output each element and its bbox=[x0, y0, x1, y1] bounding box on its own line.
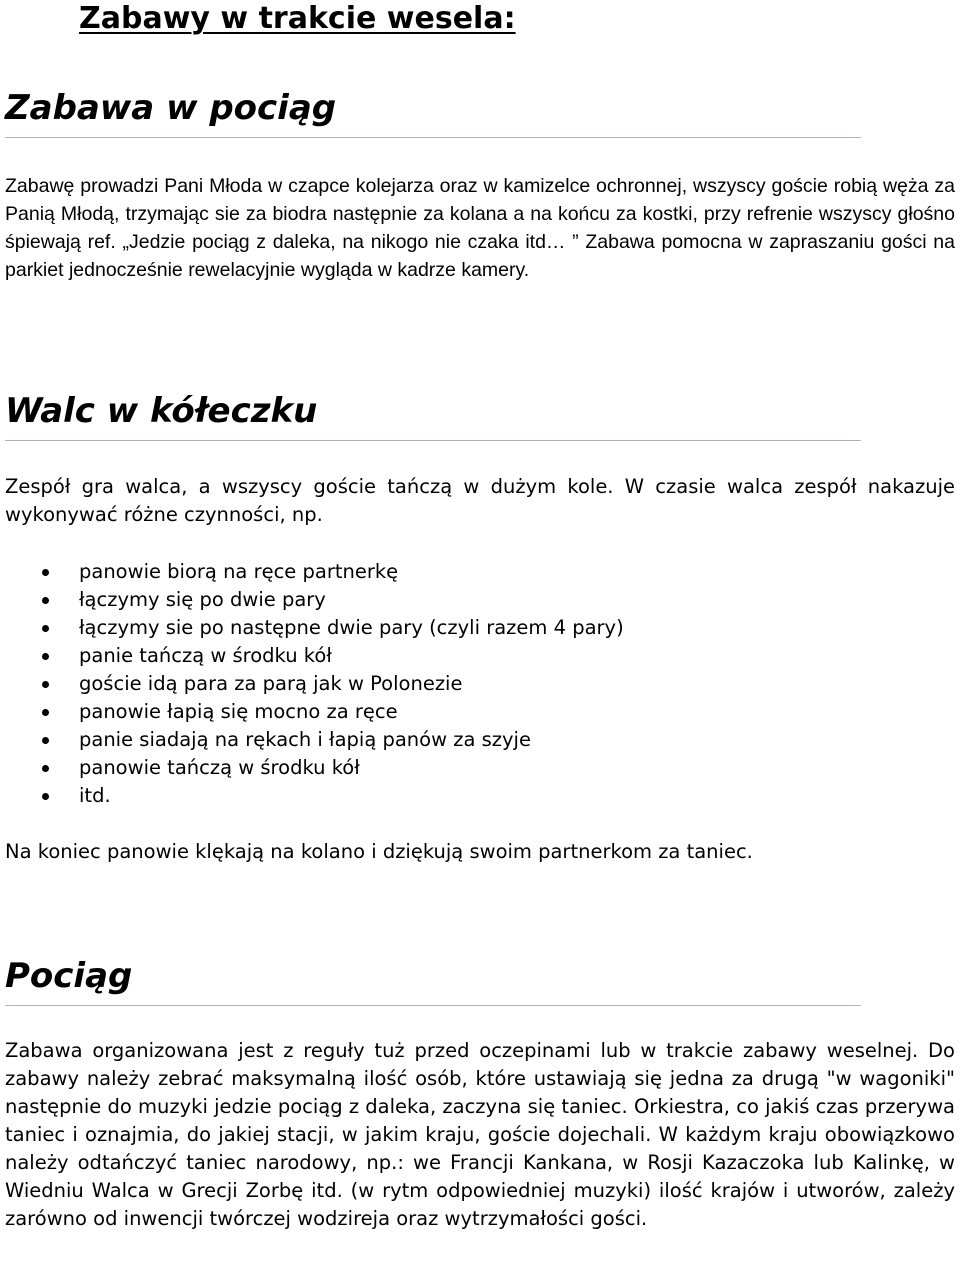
bullet-icon bbox=[42, 625, 49, 632]
bullet-icon bbox=[42, 765, 49, 772]
list-item-text: panowie łapią się mocno za ręce bbox=[79, 700, 398, 723]
section-heading-pociag: Pociąg bbox=[5, 956, 133, 996]
list-item-text: goście idą para za parą jak w Polonezie bbox=[79, 672, 463, 695]
list-item bbox=[40, 754, 624, 782]
list-item bbox=[40, 558, 624, 586]
list-item bbox=[40, 726, 624, 754]
bullet-icon bbox=[42, 597, 49, 604]
list-item-text: itd. bbox=[79, 784, 111, 807]
list-item bbox=[40, 698, 624, 726]
section-outro-walc-w-koleczku: Na koniec panowie klękają na kolano i dziękują swoim partnerkom za taniec. bbox=[5, 840, 753, 863]
bullet-icon bbox=[42, 569, 49, 576]
section-divider bbox=[5, 137, 861, 138]
list-item-text: panowie tańczą w środku kół bbox=[79, 756, 360, 779]
document-title: Zabawy w trakcie wesela: bbox=[79, 1, 516, 36]
list-item bbox=[40, 642, 624, 670]
section-heading-walc-w-koleczku: Walc w kółeczku bbox=[5, 391, 318, 431]
list-item-text: łączymy się po dwie pary bbox=[79, 588, 326, 611]
bullet-icon bbox=[42, 709, 49, 716]
list-item bbox=[40, 782, 624, 810]
bullet-icon bbox=[42, 793, 49, 800]
section-heading-zabawa-w-pociag: Zabawa w pociąg bbox=[5, 88, 337, 128]
section-divider bbox=[5, 1005, 861, 1006]
bullet-icon bbox=[42, 737, 49, 744]
section-paragraph-zabawa-w-pociag: Zabawę prowadzi Pani Młoda w czapce kolejarza oraz w kamizelce ochronnej, wszyscy goście robią węża za Panią Młodą, trzymając sie za biodra następnie za kolana a na końcu za kostki, przy refrenie wszyscy głośno śpiewają ref. „Jedzie pociąg z daleka, na nikogo nie czaka itd… ” Zabawa pomocna w zapraszaniu gości na parkiet jednocześnie rewelacyjnie wygląda w kadrze kamery. bbox=[5, 175, 955, 281]
bullet-icon bbox=[42, 653, 49, 660]
section-divider bbox=[5, 440, 861, 441]
section-paragraph-pociag: Zabawa organizowana jest z reguły tuż przed oczepinami lub w trakcie zabawy weselnej. Do zabawy należy zebrać maksymalną ilość osób, które ustawiają się jedna za drugą "w wagoniki" następnie do muzyki jedzie pociąg z daleka, zaczyna się taniec. Orkiestra, co jakiś czas przerywa taniec i oznajmia, do jakiej stacji, w jakim kraju, goście dojechali. W każdym kraju obowiązkowo należy odtańczyć taniec narodowy, np.: we Francji Kankana, w Rosji Kazaczoka lub Kalinkę, w Wiedniu Walca w Grecji Zorbę itd. (w rytm odpowiedniej muzyki) ilość krajów i utworów, zależy zarówno od inwencji twórczej wodzireja oraz wytrzymałości gości. bbox=[5, 1039, 955, 1230]
list-item-text: panie tańczą w środku kół bbox=[79, 644, 332, 667]
bullet-icon bbox=[42, 681, 49, 688]
section-intro-walc-w-koleczku: Zespół gra walca, a wszyscy goście tańczą w dużym kole. W czasie walca zespół nakazuje wykonywać różne czynności, np. bbox=[5, 475, 955, 526]
list-item bbox=[40, 586, 624, 614]
list-item-text: panowie biorą na ręce partnerkę bbox=[79, 560, 399, 583]
list-item bbox=[40, 614, 624, 642]
dance-actions-list bbox=[40, 558, 624, 810]
list-item-text: panie siadają na rękach i łapią panów za szyje bbox=[79, 728, 531, 751]
list-item-text: łączymy sie po następne dwie pary (czyli razem 4 pary) bbox=[79, 616, 624, 639]
list-item bbox=[40, 670, 624, 698]
